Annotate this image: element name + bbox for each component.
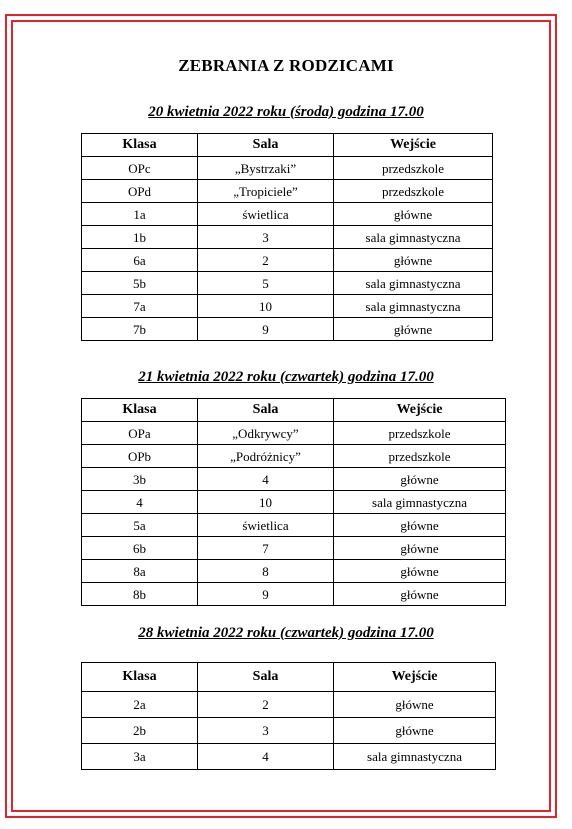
- cell-wejscie: sala gimnastyczna: [334, 295, 493, 318]
- cell-sala: 7: [198, 537, 334, 560]
- cell-wejscie: sala gimnastyczna: [334, 491, 506, 514]
- cell-sala: 2: [198, 249, 334, 272]
- table-row: [82, 203, 493, 226]
- table-row: [82, 718, 496, 744]
- document-title: ZEBRANIA Z RODZICAMI: [178, 56, 394, 75]
- cell-sala: 3: [198, 718, 334, 744]
- cell-sala: 4: [198, 468, 334, 491]
- table-header-row: [82, 399, 506, 422]
- section-heading-1: 20 kwietnia 2022 roku (środa) godzina 17.00: [148, 104, 424, 120]
- column-header-klasa: Klasa: [82, 663, 198, 692]
- table-row: [82, 514, 506, 537]
- column-header-sala: Sala: [198, 663, 334, 692]
- cell-sala: 9: [198, 583, 334, 606]
- table-row: [82, 157, 493, 180]
- cell-wejscie: główne: [334, 692, 496, 718]
- cell-sala: „Odkrywcy”: [198, 422, 334, 445]
- cell-sala: „Tropiciele”: [198, 180, 334, 203]
- column-header-wejscie: Wejście: [334, 134, 493, 157]
- cell-wejscie: przedszkole: [334, 445, 506, 468]
- table-row: [82, 560, 506, 583]
- cell-wejscie: główne: [334, 318, 493, 341]
- cell-sala: 2: [198, 692, 334, 718]
- cell-klasa: 2a: [82, 692, 198, 718]
- table-row: [82, 422, 506, 445]
- table-row: [82, 226, 493, 249]
- cell-klasa: OPa: [82, 422, 198, 445]
- schedule-table-2: [81, 398, 506, 606]
- cell-wejscie: przedszkole: [334, 157, 493, 180]
- table-row: [82, 249, 493, 272]
- cell-sala: 9: [198, 318, 334, 341]
- table-row: [82, 468, 506, 491]
- cell-klasa: 7b: [82, 318, 198, 341]
- table-row: [82, 180, 493, 203]
- cell-klasa: OPb: [82, 445, 198, 468]
- cell-wejscie: przedszkole: [334, 180, 493, 203]
- column-header-wejscie: Wejście: [334, 399, 506, 422]
- cell-sala: 5: [198, 272, 334, 295]
- cell-wejscie: główne: [334, 583, 506, 606]
- cell-wejscie: sala gimnastyczna: [334, 272, 493, 295]
- cell-sala: 4: [198, 744, 334, 770]
- cell-wejscie: przedszkole: [334, 422, 506, 445]
- schedule-table-1: [81, 133, 493, 341]
- cell-klasa: OPd: [82, 180, 198, 203]
- column-header-wejscie: Wejście: [334, 663, 496, 692]
- table-row: [82, 491, 506, 514]
- table-header-row: [82, 134, 493, 157]
- table-row: [82, 744, 496, 770]
- section-heading-3: 28 kwietnia 2022 roku (czwartek) godzina 17.00: [138, 625, 434, 641]
- table-row: [82, 583, 506, 606]
- table-row: [82, 318, 493, 341]
- cell-klasa: 5b: [82, 272, 198, 295]
- cell-klasa: 7a: [82, 295, 198, 318]
- cell-sala: 3: [198, 226, 334, 249]
- cell-wejscie: główne: [334, 718, 496, 744]
- cell-wejscie: główne: [334, 537, 506, 560]
- table-header-row: [82, 663, 496, 692]
- cell-sala: „Bystrzaki”: [198, 157, 334, 180]
- cell-klasa: 3b: [82, 468, 198, 491]
- cell-sala: „Podróżnicy”: [198, 445, 334, 468]
- schedule-table-3: [81, 662, 496, 770]
- cell-klasa: 3a: [82, 744, 198, 770]
- column-header-klasa: Klasa: [82, 399, 198, 422]
- cell-sala: świetlica: [198, 203, 334, 226]
- cell-sala: 10: [198, 295, 334, 318]
- cell-klasa: 6b: [82, 537, 198, 560]
- section-heading-2: 21 kwietnia 2022 roku (czwartek) godzina 17.00: [138, 369, 434, 385]
- cell-sala: 8: [198, 560, 334, 583]
- cell-klasa: 5a: [82, 514, 198, 537]
- cell-klasa: 4: [82, 491, 198, 514]
- cell-wejscie: sala gimnastyczna: [334, 226, 493, 249]
- cell-klasa: 6a: [82, 249, 198, 272]
- table-row: [82, 537, 506, 560]
- table-row: [82, 445, 506, 468]
- cell-wejscie: główne: [334, 203, 493, 226]
- cell-klasa: 8b: [82, 583, 198, 606]
- cell-klasa: OPc: [82, 157, 198, 180]
- table-row: [82, 295, 493, 318]
- cell-wejscie: sala gimnastyczna: [334, 744, 496, 770]
- cell-klasa: 1a: [82, 203, 198, 226]
- cell-wejscie: główne: [334, 560, 506, 583]
- column-header-sala: Sala: [198, 134, 334, 157]
- cell-klasa: 1b: [82, 226, 198, 249]
- cell-sala: świetlica: [198, 514, 334, 537]
- cell-klasa: 2b: [82, 718, 198, 744]
- cell-klasa: 8a: [82, 560, 198, 583]
- cell-wejscie: główne: [334, 468, 506, 491]
- table-row: [82, 692, 496, 718]
- cell-wejscie: główne: [334, 514, 506, 537]
- column-header-klasa: Klasa: [82, 134, 198, 157]
- cell-wejscie: główne: [334, 249, 493, 272]
- table-row: [82, 272, 493, 295]
- column-header-sala: Sala: [198, 399, 334, 422]
- cell-sala: 10: [198, 491, 334, 514]
